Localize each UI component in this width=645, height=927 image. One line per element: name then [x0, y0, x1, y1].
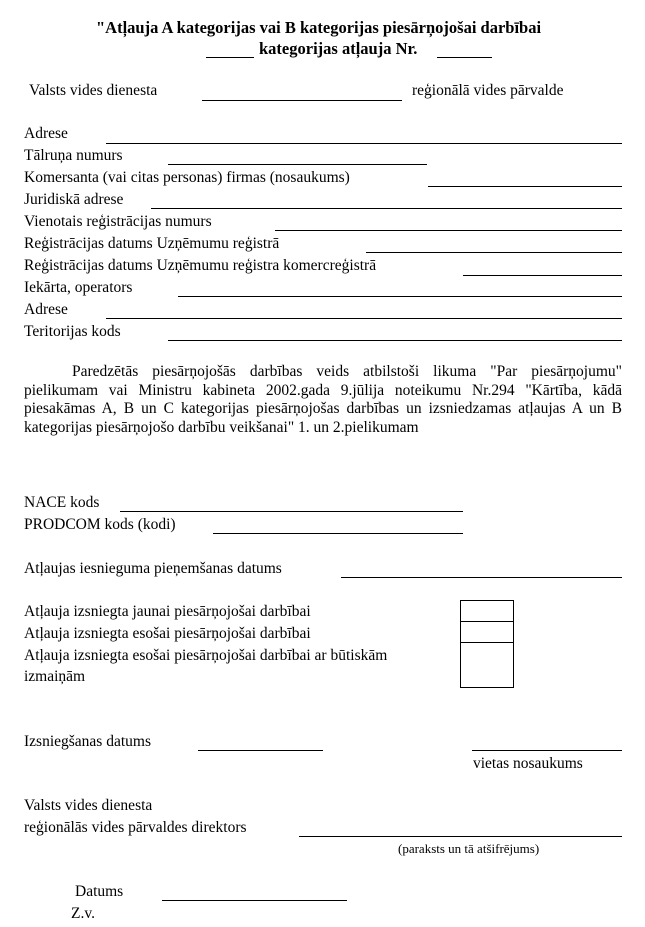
activity-type-paragraph: Paredzētās piesārņojošās darbības veids atbilstoši likuma "Par piesārņojumu" pielikumam vai Ministru kabineta 2002.gada 9.jūlija noteikumu Nr.294 "Kārtība, kādā piesakāmas A, B un C kategorijas piesārņojošas darbības un izsniedzamas atļaujas A un B kategorijas piesārņojošo darbību veikšanai" 1. un 2.pielikumam — [24, 363, 622, 436]
field-label-legal-address: Juridiskā adrese — [24, 191, 124, 208]
seal-label: Z.v. — [71, 905, 95, 922]
field-label-company: Komersanta (vai citas personas) firmas (nosaukums) — [24, 169, 350, 186]
field-blank-company[interactable] — [428, 186, 622, 187]
director-line2: reģionālās vides pārvaldes direktors — [24, 819, 247, 836]
field-blank-reg-number[interactable] — [275, 230, 622, 231]
prodcom-code-label: PRODCOM kods (kodi) — [24, 516, 176, 533]
issued-changes-label-cont: izmaiņām — [24, 668, 86, 685]
form-title-line2: kategorijas atļauja Nr. — [259, 39, 418, 58]
director-line1: Valsts vides dienesta — [24, 797, 153, 814]
place-blank[interactable] — [472, 750, 622, 751]
checkbox-changes[interactable] — [460, 642, 514, 688]
footer-date-label: Datums — [75, 883, 124, 900]
field-blank-operator-address[interactable] — [106, 318, 622, 319]
issued-existing-label: Atļauja izsniegta esošai piesārņojošai darbībai — [24, 625, 311, 642]
field-blank-operator[interactable] — [178, 296, 622, 297]
signature-caption: (paraksts un tā atšifrējums) — [398, 841, 540, 856]
issue-date-label: Izsniegšanas datums — [24, 733, 151, 750]
field-label-operator: Iekārta, operators — [24, 279, 133, 296]
field-label-territory-code: Teritorijas kods — [24, 323, 121, 340]
prodcom-code-blank[interactable] — [213, 533, 463, 534]
field-label-phone: Tālruņa numurs — [24, 147, 123, 164]
issued-new-label: Atļauja izsniegta jaunai piesārņojošai darbībai — [24, 603, 311, 620]
field-blank-reg-date[interactable] — [366, 252, 622, 253]
nace-code-blank[interactable] — [120, 511, 463, 512]
field-label-reg-date: Reģistrācijas datums Uzņēmumu reģistrā — [24, 235, 280, 252]
field-blank-phone[interactable] — [168, 164, 427, 165]
field-blank-commercial-reg-date[interactable] — [463, 275, 622, 276]
office-suffix: reģionālā vides pārvalde — [412, 82, 564, 99]
office-prefix: Valsts vides dienesta — [29, 82, 158, 99]
field-blank-territory-code[interactable] — [168, 340, 622, 341]
field-blank-address[interactable] — [106, 143, 622, 144]
application-date-blank[interactable] — [341, 577, 622, 578]
issued-changes-label: Atļauja izsniegta esošai piesārņojošai darbībai ar būtiskām — [24, 647, 388, 664]
field-blank-legal-address[interactable] — [151, 208, 622, 209]
place-caption: vietas nosaukums — [473, 755, 583, 772]
issue-date-blank[interactable] — [198, 750, 323, 751]
form-title-line1: "Atļauja A kategorijas vai B kategorijas piesārņojošai darbībai — [96, 18, 542, 37]
office-name-blank[interactable] — [202, 100, 402, 101]
footer-date-blank[interactable] — [162, 900, 347, 901]
checkbox-new[interactable] — [460, 600, 514, 622]
checkbox-existing[interactable] — [460, 621, 514, 643]
field-label-address: Adrese — [24, 125, 68, 142]
field-label-operator-address: Adrese — [24, 301, 68, 318]
nace-code-label: NACE kods — [24, 494, 100, 511]
category-blank[interactable] — [206, 57, 254, 58]
application-date-label: Atļaujas iesnieguma pieņemšanas datums — [24, 560, 282, 577]
field-label-reg-number: Vienotais reģistrācijas numurs — [24, 213, 212, 230]
permit-number-blank[interactable] — [437, 57, 492, 58]
field-label-commercial-reg-date: Reģistrācijas datums Uzņēmumu reģistra komercreģistrā — [24, 257, 377, 274]
signature-blank[interactable] — [299, 836, 622, 837]
